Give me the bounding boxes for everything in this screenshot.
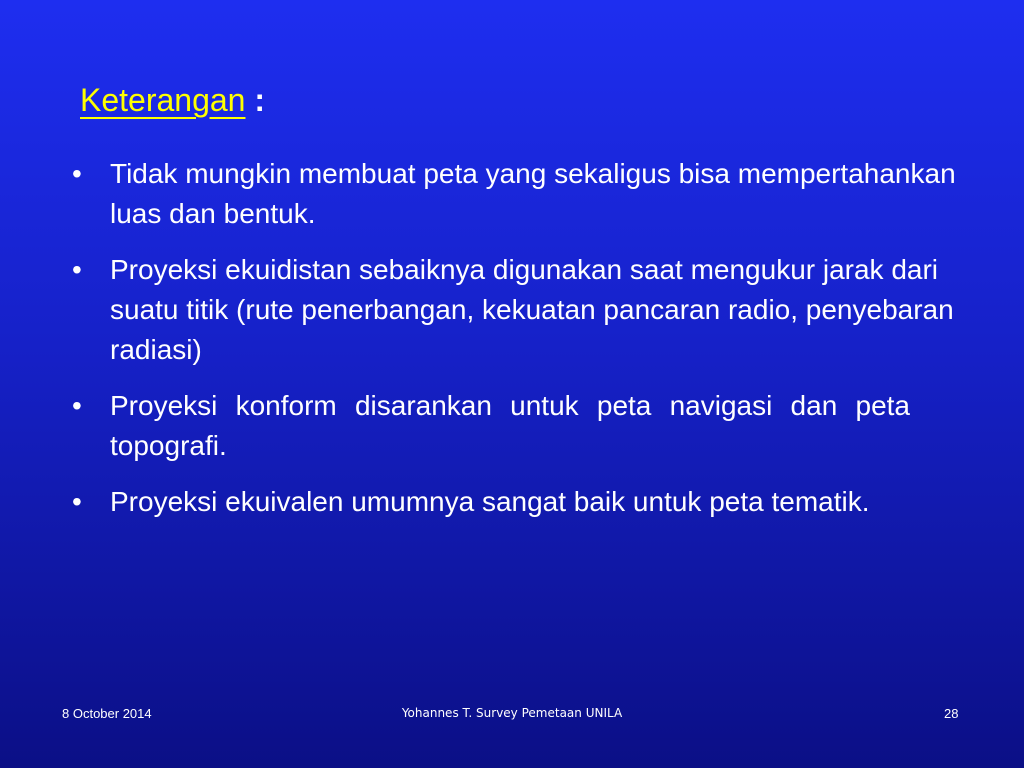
bullet-text: Proyeksi ekuidistan sebaiknya digunakan saat mengukur jarak dari suatu titik (rute penerbangan, kekuatan pancaran radio, penyebaran radiasi) <box>110 254 954 365</box>
bullet-marker: • <box>72 158 82 189</box>
footer-author: Yohannes T. Survey Pemetaan UNILA <box>401 706 623 720</box>
bullet-text: Proyeksi ekuivalen umumnya sangat baik untuk peta tematik. <box>110 486 870 517</box>
bullet-marker: • <box>72 486 82 517</box>
bullet-item <box>72 482 972 522</box>
title-text: Keterangan <box>80 82 246 118</box>
bullet-item <box>72 386 972 466</box>
bullet-marker: • <box>72 390 82 421</box>
bullet-list <box>72 154 972 538</box>
page-number: 28 <box>944 706 959 721</box>
bullet-text: Proyeksi konform disarankan untuk peta navigasi dan peta topografi. <box>110 390 910 461</box>
bullet-item <box>72 154 972 234</box>
bullet-text: Tidak mungkin membuat peta yang sekaligus bisa mempertahankan luas dan bentuk. <box>110 158 956 229</box>
bullet-marker: • <box>72 254 82 285</box>
title-colon: : <box>254 82 266 118</box>
footer-date: 8 October 2014 <box>62 706 152 721</box>
slide-title <box>80 78 265 122</box>
bullet-item <box>72 250 972 370</box>
